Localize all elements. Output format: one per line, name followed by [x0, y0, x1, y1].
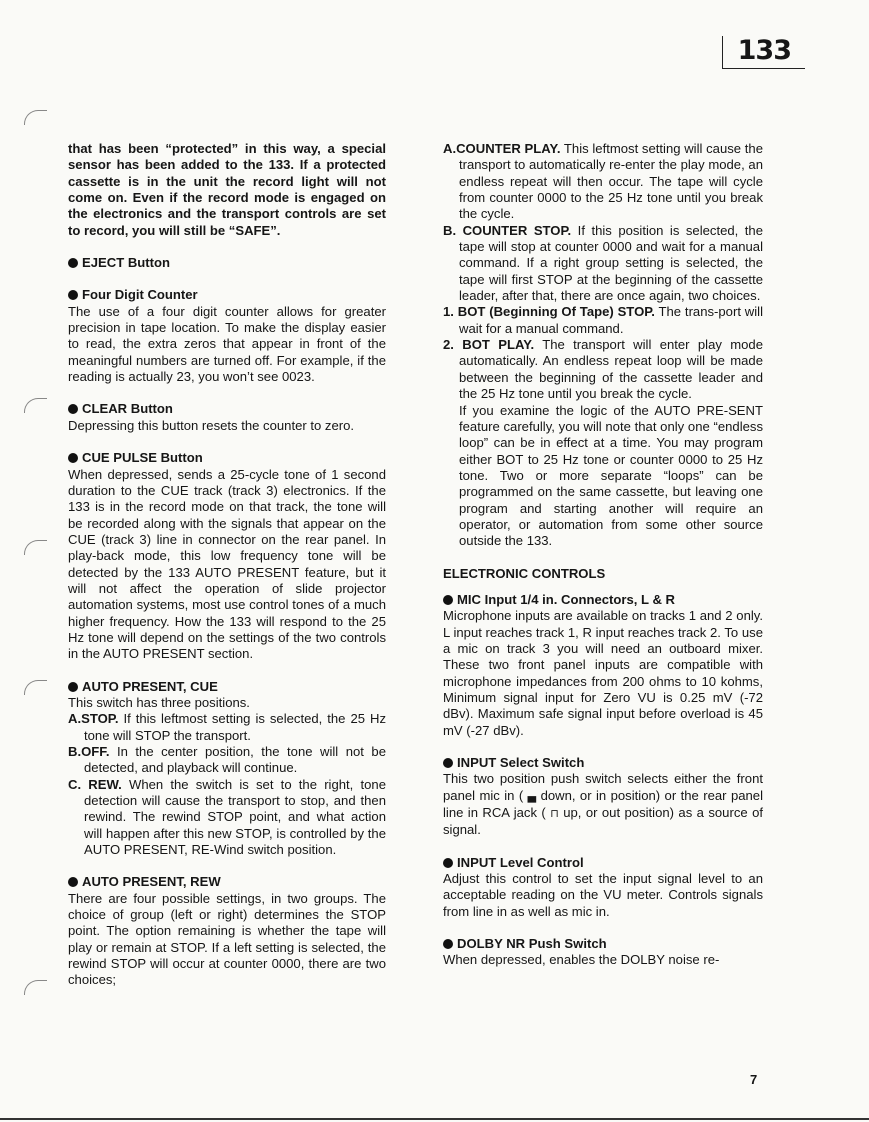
margin-mark [24, 398, 47, 413]
right-column [443, 141, 763, 969]
left-column [68, 141, 386, 989]
loop-logic-text: If you examine the logic of the AUTO PRE-SENT feature carefully, you will note that only one “endless loop” can be in effect at a time. You may program either BOT to 25 Hz tone or counter 0000 to 25 Hz tone. Two or more separate “loops” can be programmed on the same cassette, but leaving one program and starting another will require an operator, or automation from some other source outside the 133. [459, 402, 763, 549]
rew-option-2: 2. BOT PLAY. The transport will enter play mode automatically. An endless repeat loop will be made between the beginning of the cassette leader and the 25 Hz tone until you break the cycle. [443, 337, 763, 402]
dolby-text: When depressed, enables the DOLBY noise re- [443, 952, 720, 968]
input-level-text: Adjust this control to set the input signal level to an acceptable reading on the VU meter. Controls signals from line in as well as mic in. [443, 871, 763, 919]
cue-option-b: B.OFF. In the center position, the tone will not be detected, and playback will continue. [68, 744, 386, 776]
footer-page-number: 7 [750, 1072, 758, 1087]
page-number: 133 [737, 35, 791, 66]
margin-mark [24, 680, 47, 695]
bullet-icon [68, 404, 78, 414]
bullet-icon [443, 758, 453, 768]
electronic-controls-heading: ELECTRONIC CONTROLS [443, 565, 606, 581]
cue-option-a: A.STOP. If this leftmost setting is selected, the 25 Hz tone will STOP the transport. [68, 711, 386, 743]
margin-mark [24, 540, 47, 555]
mic-input-heading: MIC Input 1/4 in. Connectors, L & R [443, 592, 763, 608]
bullet-icon [443, 939, 453, 949]
auto-present-rew-heading: AUTO PRESENT, REW [68, 874, 386, 890]
margin-mark [24, 980, 47, 995]
rew-option-b: B. COUNTER STOP. If this position is selected, the tape will stop at counter 0000 and wait for a manual command. If a right group setting is selected, the tape will first STOP at the beginning of the cassette leader, after that, there are once again, two choices. [443, 222, 763, 304]
clear-heading: CLEAR Button [68, 401, 386, 417]
switch-up-icon: ⊓ [550, 807, 559, 821]
bullet-icon [68, 258, 78, 268]
bullet-icon [68, 877, 78, 887]
auto-present-rew-text: There are four possible settings, in two groups. The choice of group (left or right) determines the STOP point. The option remaining is whether the tape will play or remain at STOP. If a left setting is selected, the rewind STOP will occur at counter 0000, there are two choices; [68, 890, 386, 988]
auto-present-cue-heading: AUTO PRESENT, CUE [68, 679, 386, 695]
rew-option-1: 1. BOT (Beginning Of Tape) STOP. The trans-port will wait for a manual command. [443, 304, 763, 336]
page-number-box [722, 36, 805, 69]
bullet-icon [68, 290, 78, 300]
switch-down-icon: ▄ [527, 789, 537, 803]
counter-text: The use of a four digit counter allows for greater precision in tape location. To make the display easier to read, the extra zeros that appear in front of the meaningful numbers are turned off. For example, if the reading is actually 23, you won’t see 0023. [68, 303, 386, 385]
bullet-icon [443, 595, 453, 605]
clear-text: Depressing this button resets the counter to zero. [68, 417, 355, 433]
input-select-heading: INPUT Select Switch [443, 755, 763, 771]
bullet-icon [68, 453, 78, 463]
bullet-icon [68, 682, 78, 692]
cue-option-c: C. REW. When the switch is set to the right, tone detection will cause the transport to stop, and then rewind. The rewind STOP point, and what action will happen after this new STOP, is controlled by the AUTO PRESENT, RE-Wind switch position. [68, 776, 386, 858]
cue-pulse-text: When depressed, sends a 25-cycle tone of 1 second duration to the CUE track (track 3) electronics. If the 133 is in the record mode on that track, the tone will be recorded along with the signals that appear on the CUE (track 3) line in connector on the rear panel. In play-back mode, this low frequency tone will be detected by the 133 AUTO PRESENT feature, but it will not affect the operation of slide projector automation systems, most use control tones of a much higher frequency. How the 133 will respond to the 25 Hz tone will depend on the settings of the two controls in the AUTO PRESENT section. [68, 466, 386, 662]
mic-input-text: Microphone inputs are available on tracks 1 and 2 only. L input reaches track 1, R input reaches track 2. To use a mic on track 3 you will need an outboard mixer. These two front panel inputs are compatible with microphone impedances from 200 ohms to 10 kohms, Minimum signal input for Zero VU is 0.25 mV (-72 dBv). Maximum safe signal input before overload is 45 mV (-27 dBv). [443, 608, 763, 738]
margin-mark [24, 110, 47, 125]
intro-paragraph: that has been “protected” in this way, a special sensor has been added to the 133. If a protected cassette is in the unit the record light will not come on. Even if the record mode is engaged on the electronics and the transport controls are set to record, you will still be “SAFE”. [68, 141, 386, 238]
counter-heading: Four Digit Counter [68, 287, 386, 303]
eject-heading: EJECT Button [68, 255, 386, 271]
dolby-heading: DOLBY NR Push Switch [443, 936, 763, 952]
bullet-icon [443, 858, 453, 868]
bottom-edge-line [0, 1118, 869, 1120]
input-level-heading: INPUT Level Control [443, 855, 763, 871]
rew-option-a: A.COUNTER PLAY. This leftmost setting will cause the transport to automatically re-enter the play mode, an endless repeat will then occur. The tape will cycle from counter 0000 to the 25 Hz tone until you break the cycle. [443, 141, 763, 222]
cue-pulse-heading: CUE PULSE Button [68, 450, 386, 466]
input-select-text: This two position push switch selects either the front panel mic in ( ▄ down, or in position) or the rear panel line in RCA jack ( ⊓ up, or out position) as a source of signal. [443, 771, 763, 838]
auto-present-cue-text: This switch has three positions. [68, 694, 250, 710]
